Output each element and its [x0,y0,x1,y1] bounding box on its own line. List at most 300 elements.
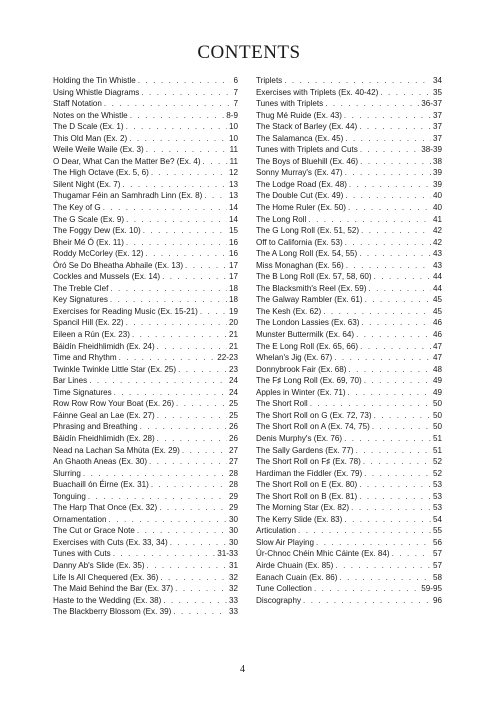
contents-right-column [256,75,442,606]
toc-entry-title: Exercises with Triplets (Ex. 40-42) [256,87,379,97]
toc-entry[interactable] [256,294,442,306]
toc-entry[interactable] [256,110,442,122]
toc-entry-page: 21 [228,341,238,351]
toc-entry[interactable] [256,156,442,168]
toc-entry-title: Airde Chuain (Ex. 85) [256,560,334,570]
toc-entry-title: Thug Mé Ruide (Ex. 43) [256,110,342,120]
dot-leader [360,144,419,156]
toc-entry-page: 23 [228,364,238,374]
dot-leader [359,121,431,133]
toc-entry-page: 39 [432,179,442,189]
toc-entry[interactable] [256,167,442,179]
toc-entry[interactable] [256,387,442,399]
toc-entry-title: The Blacksmith's Reel (Ex. 59) [256,283,367,293]
toc-entry[interactable] [256,491,442,503]
toc-entry-page: 34 [432,76,442,85]
dot-leader [103,202,227,214]
toc-entry-title: Eanach Cuain (Ex. 86) [256,572,338,582]
toc-entry[interactable] [53,237,238,249]
toc-entry-title: Tunes with Triplets [256,99,324,109]
toc-entry[interactable] [256,121,442,133]
toc-entry-page: 14 [228,214,238,224]
toc-entry-page: 47 [432,353,442,363]
toc-entry[interactable] [53,329,238,341]
dot-leader [104,98,232,110]
toc-entry[interactable] [256,375,442,387]
dot-leader [344,110,431,122]
dot-leader [392,548,431,560]
toc-entry-title: This Old Man (Ex. 2) [53,133,128,143]
toc-entry-page: 38 [432,156,442,166]
dot-leader [159,502,227,514]
toc-entry[interactable] [256,87,442,99]
dot-leader [162,271,227,283]
dot-leader [345,190,431,202]
toc-entry-title: The E Long Roll (Ex. 65, 66) [256,341,359,351]
toc-entry[interactable] [256,410,442,422]
toc-entry[interactable] [256,421,442,433]
toc-entry-page: 52 [432,457,442,467]
toc-entry[interactable] [53,121,238,133]
toc-entry-title: Spancil Hill (Ex. 22) [53,318,124,328]
toc-entry[interactable] [53,606,238,618]
toc-entry-title: Articulation [256,526,297,536]
toc-entry[interactable] [53,479,238,491]
toc-entry-title: Óró Se Do Bheatha Abhaile (Ex. 13) [53,260,184,270]
toc-entry-page: 27 [228,457,238,467]
dot-leader [349,179,431,191]
toc-entry[interactable] [53,537,238,549]
toc-entry[interactable] [256,144,442,156]
toc-entry-title: Notes on the Whistle [53,110,128,120]
toc-entry-page: 27 [228,445,238,455]
toc-entry[interactable] [256,445,442,457]
toc-entry[interactable] [256,214,442,226]
dot-leader [130,110,225,122]
dot-leader [360,341,431,353]
dot-leader [310,398,431,410]
toc-entry-page: 57 [432,549,442,559]
toc-entry-title: The Lodge Road (Ex. 48) [256,179,347,189]
toc-entry-page: 29 [228,503,238,513]
toc-entry[interactable] [53,306,238,318]
toc-entry-title: The Harp That Once (Ex. 32) [53,503,158,513]
toc-entry-page: 22-23 [217,353,238,363]
toc-entry[interactable] [256,479,442,491]
dot-leader [182,445,227,457]
toc-entry-page: 40 [432,191,442,201]
toc-entry-title: Sonny Murray's (Ex. 47) [256,168,343,178]
toc-entry-page: 41 [432,214,442,224]
toc-entry-page: 44 [432,272,442,282]
toc-entry[interactable] [256,502,442,514]
toc-entry[interactable] [256,248,442,260]
toc-entry-title: O Dear, What Can the Matter Be? (Ex. 4) [53,156,201,166]
dot-leader [372,421,431,433]
toc-entry-title: Key Signatures [53,295,108,305]
toc-entry[interactable] [256,433,442,445]
toc-entry-title: The Cut or Grace Note [53,526,135,536]
toc-entry[interactable] [53,294,238,306]
toc-entry[interactable] [53,548,238,560]
toc-entry-page: 51 [432,445,442,455]
dot-leader [346,260,431,272]
dot-leader [145,248,227,260]
toc-entry-page: 26 [228,433,238,443]
dot-leader [344,433,431,445]
dot-leader [110,283,227,295]
toc-entry[interactable] [256,525,442,537]
toc-entry-page: 30 [228,537,238,547]
toc-entry-title: The D Scale (Ex. 1) [53,122,124,132]
toc-entry[interactable] [53,190,238,202]
dot-leader [323,306,431,318]
toc-entry-page: 10 [228,133,238,143]
toc-entry[interactable] [256,329,442,341]
toc-entry[interactable] [53,317,238,329]
toc-entry[interactable] [256,595,442,607]
toc-entry[interactable] [256,306,442,318]
toc-entry-page: 58 [432,572,442,582]
dot-leader [141,87,231,99]
toc-entry-page: 7 [233,99,238,109]
toc-entry-title: Danny Ab's Slide (Ex. 35) [53,560,145,570]
toc-entry-title: Twinkle Twinkle Little Star (Ex. 25) [53,364,177,374]
dot-leader [137,525,227,537]
toc-entry-page: 18 [228,295,238,305]
toc-entry-page: 36-37 [421,99,442,109]
toc-entry[interactable] [256,179,442,191]
toc-entry-page: 8-9 [226,110,238,120]
dot-leader [200,306,227,318]
dot-leader [113,548,216,560]
toc-entry-page: 14 [228,203,238,213]
toc-entry-title: The Sally Gardens (Ex. 77) [256,445,354,455]
dot-leader [364,468,431,480]
toc-entry-title: The Short Roll [256,399,308,409]
toc-entry-title: Bheir Mé Ó (Ex. 11) [53,237,124,247]
dot-leader [356,329,431,341]
toc-entry[interactable] [256,98,442,110]
toc-entry-page: 13 [228,179,238,189]
toc-entry-title: Time Signatures [53,387,112,397]
page-number: 4 [240,664,245,675]
toc-entry-page: 50 [432,410,442,420]
toc-entry-page: 17 [228,272,238,282]
toc-entry-title: The Morning Star (Ex. 82) [256,503,350,513]
toc-entry-page: 52 [432,468,442,478]
toc-entry[interactable] [256,260,442,272]
toc-entry[interactable] [256,341,442,353]
toc-entry-title: The Salamanca (Ex. 45) [256,133,344,143]
toc-entry[interactable] [53,398,238,410]
toc-entry[interactable] [256,537,442,549]
dot-leader [157,433,227,445]
dot-leader [351,502,431,514]
toc-entry-title: Slurring [53,468,81,478]
dot-leader [122,179,227,191]
dot-leader [344,514,431,526]
toc-entry-page: 24 [228,387,238,397]
toc-entry[interactable] [53,75,238,87]
toc-entry-title: Bar Lines [53,376,88,386]
toc-entry-page: 53 [432,480,442,490]
toc-entry-title: The Short Roll on F♯ (Ex. 78) [256,457,361,467]
toc-entry-page: 32 [228,572,238,582]
toc-entry-title: The G Scale (Ex. 9) [53,214,125,224]
toc-entry-title: Staff Notation [53,99,102,109]
toc-entry[interactable] [53,156,238,168]
toc-entry[interactable] [53,445,238,457]
dot-leader [110,294,227,306]
toc-entry[interactable] [53,421,238,433]
toc-entry[interactable] [53,248,238,260]
toc-entry-page: 29 [228,491,238,501]
toc-entry[interactable] [256,271,442,283]
dot-leader [325,98,419,110]
toc-entry[interactable] [53,271,238,283]
toc-entry-title: The Key of G [53,203,101,213]
toc-entry[interactable] [53,387,238,399]
toc-entry-page: 21 [228,330,238,340]
dot-leader [89,375,227,387]
toc-entry[interactable] [53,595,238,607]
toc-entry-page: 51 [432,433,442,443]
toc-entry-title: The Double Cut (Ex. 49) [256,191,344,201]
dot-leader [160,572,227,584]
toc-entry[interactable] [53,214,238,226]
toc-entry-title: The Maid Behind the Bar (Ex. 37) [53,584,174,594]
toc-entry-page: 53 [432,503,442,513]
toc-entry-title: Fáinne Geal an Lae (Ex. 27) [53,410,155,420]
dot-leader [364,375,431,387]
toc-entry[interactable] [256,514,442,526]
toc-entry[interactable] [53,283,238,295]
toc-entry-page: 16 [228,249,238,259]
dot-leader [109,514,227,526]
dot-leader [157,410,227,422]
toc-entry[interactable] [53,225,238,237]
toc-entry[interactable] [53,110,238,122]
toc-entry[interactable] [53,179,238,191]
toc-entry[interactable] [53,502,238,514]
toc-entry[interactable] [256,560,442,572]
toc-entry-title: The Short Roll on A (Ex. 74, 75) [256,422,370,432]
toc-entry[interactable] [53,491,238,503]
toc-entry-page: 59-95 [421,584,442,594]
toc-entry-page: 40 [432,203,442,213]
toc-entry-title: The A Long Roll (Ex. 54, 55) [256,249,358,259]
toc-entry[interactable] [256,583,442,595]
toc-entry[interactable] [256,364,442,376]
toc-entry[interactable] [256,456,442,468]
dot-leader [345,133,431,145]
toc-entry[interactable] [53,583,238,595]
dot-leader [284,75,431,87]
toc-entry-title: Using Whistle Diagrams [53,87,140,97]
toc-entry-title: The Short Roll on G (Ex. 72, 73) [256,410,372,420]
toc-entry-page: 38-39 [421,145,442,155]
dot-leader [334,352,431,364]
dot-leader [348,202,431,214]
toc-entry-title: Phrasing and Breathing [53,422,138,432]
toc-entry-title: Tunes with Cuts [53,549,111,559]
toc-entry-page: 15 [228,226,238,236]
toc-entry-title: An Ghaoth Aneas (Ex. 30) [53,457,148,467]
toc-entry-title: The Kerry Slide (Ex. 83) [256,514,343,524]
dot-leader [365,294,431,306]
toc-entry[interactable] [53,560,238,572]
toc-entry[interactable] [256,572,442,584]
page-title: CONTENTS [197,42,301,63]
toc-entry[interactable] [256,225,442,237]
dot-leader [339,572,431,584]
toc-entry-title: Off to California (Ex. 53) [256,237,343,247]
toc-entry-page: 50 [432,422,442,432]
toc-entry[interactable] [53,375,238,387]
toc-entry-title: The F♯ Long Roll (Ex. 69, 70) [256,376,362,386]
dot-leader [126,237,227,249]
toc-entry-page: 45 [432,306,442,316]
toc-entry-page: 31 [228,560,238,570]
toc-entry[interactable] [53,144,238,156]
toc-entry[interactable] [53,525,238,537]
dot-leader [316,537,431,549]
toc-entry-page: 56 [432,537,442,547]
toc-entry[interactable] [53,456,238,468]
dot-leader [204,190,227,202]
toc-entry-page: 45 [432,295,442,305]
toc-entry-page: 24 [228,376,238,386]
toc-entry[interactable] [256,283,442,295]
toc-entry[interactable] [256,317,442,329]
toc-entry-title: Whelan's Jig (Ex. 67) [256,353,333,363]
toc-entry-page: 32 [228,584,238,594]
dot-leader [361,317,431,329]
toc-entry-page: 49 [432,387,442,397]
toc-entry-page: 26 [228,422,238,432]
dot-leader [173,606,227,618]
dot-leader [303,595,431,607]
dot-leader [146,144,228,156]
toc-entry[interactable] [53,167,238,179]
toc-entry-page: 50 [432,399,442,409]
toc-entry-page: 55 [432,526,442,536]
toc-entry[interactable] [256,548,442,560]
dot-leader [374,271,431,283]
toc-entry[interactable] [256,398,442,410]
dot-leader [157,341,227,353]
toc-entry[interactable] [53,202,238,214]
dot-leader [298,525,431,537]
dot-leader [348,364,431,376]
toc-entry-page: 37 [432,133,442,143]
toc-entry-page: 13 [228,191,238,201]
toc-entry-title: The G Long Roll (Ex. 51, 52) [256,226,360,236]
toc-entry-page: 10 [228,122,238,132]
toc-entry-title: The Treble Clef [53,283,109,293]
dot-leader [129,133,227,145]
toc-entry-page: 42 [432,226,442,236]
toc-entry[interactable] [256,190,442,202]
dot-leader [138,75,232,87]
toc-entry[interactable] [256,468,442,480]
toc-entry-title: Discography [256,595,301,605]
toc-entry-title: Eileen a Rún (Ex. 23) [53,330,130,340]
dot-leader [151,167,227,179]
toc-entry[interactable] [53,514,238,526]
toc-entry-title: Exercises for Reading Music (Ex. 15-21) [53,306,198,316]
toc-entry[interactable] [53,341,238,353]
toc-entry-page: 12 [228,168,238,178]
toc-entry[interactable] [53,572,238,584]
toc-entry[interactable] [53,87,238,99]
toc-entry[interactable] [256,237,442,249]
toc-entry-page: 57 [432,560,442,570]
toc-entry-title: Thugamar Féin an Samhradh Linn (Ex. 8) [53,191,203,201]
toc-entry[interactable] [53,352,238,364]
toc-entry[interactable] [256,352,442,364]
dot-leader [359,491,431,503]
dot-leader [348,387,431,399]
toc-entry-page: 18 [228,283,238,293]
toc-entry-page: 25 [228,399,238,409]
toc-entry[interactable] [53,364,238,376]
toc-entry-page: 7 [233,87,238,97]
toc-entry-title: Báidín Fheidhlimidh (Ex. 24) [53,341,155,351]
toc-entry-page: 25 [228,410,238,420]
dot-leader [149,456,227,468]
toc-entry[interactable] [53,410,238,422]
toc-entry[interactable] [53,98,238,110]
toc-entry-title: The Blackberry Blossom (Ex. 39) [53,607,172,617]
dot-leader [308,214,431,226]
toc-entry-title: Hardiman the Fiddler (Ex. 79) [256,468,363,478]
toc-entry[interactable] [53,468,238,480]
toc-entry-page: 33 [228,595,238,605]
dot-leader [359,479,431,491]
toc-entry[interactable] [256,202,442,214]
dot-leader [83,468,227,480]
toc-entry[interactable] [256,133,442,145]
toc-entry[interactable] [256,75,442,87]
toc-entry-title: Slow Air Playing [256,537,315,547]
toc-entry-page: 11 [229,145,238,155]
toc-entry-page: 96 [432,595,442,605]
toc-entry-page: 37 [432,122,442,132]
toc-entry-page: 47 [432,341,442,351]
toc-entry-page: 43 [432,249,442,259]
toc-entry-page: 33 [228,607,238,617]
toc-entry[interactable] [53,260,238,272]
toc-entry-page: 17 [228,260,238,270]
toc-entry-title: The Long Roll [256,214,307,224]
toc-entry[interactable] [53,133,238,145]
toc-entry-page: 48 [432,364,442,374]
toc-entry-page: 46 [432,318,442,328]
toc-entry-page: 53 [432,491,442,501]
dot-leader [360,156,431,168]
toc-entry-title: Miss Monaghan (Ex. 56) [256,260,344,270]
toc-entry-page: 49 [432,376,442,386]
toc-entry-title: Silent Night (Ex. 7) [53,179,121,189]
toc-entry-page: 42 [432,237,442,247]
toc-entry-title: Tune Collection [256,584,312,594]
dot-leader [126,317,227,329]
toc-entry-title: Triplets [256,76,283,85]
toc-entry-title: Báidín Fheidhlimidh (Ex. 28) [53,433,155,443]
toc-entry[interactable] [53,433,238,445]
